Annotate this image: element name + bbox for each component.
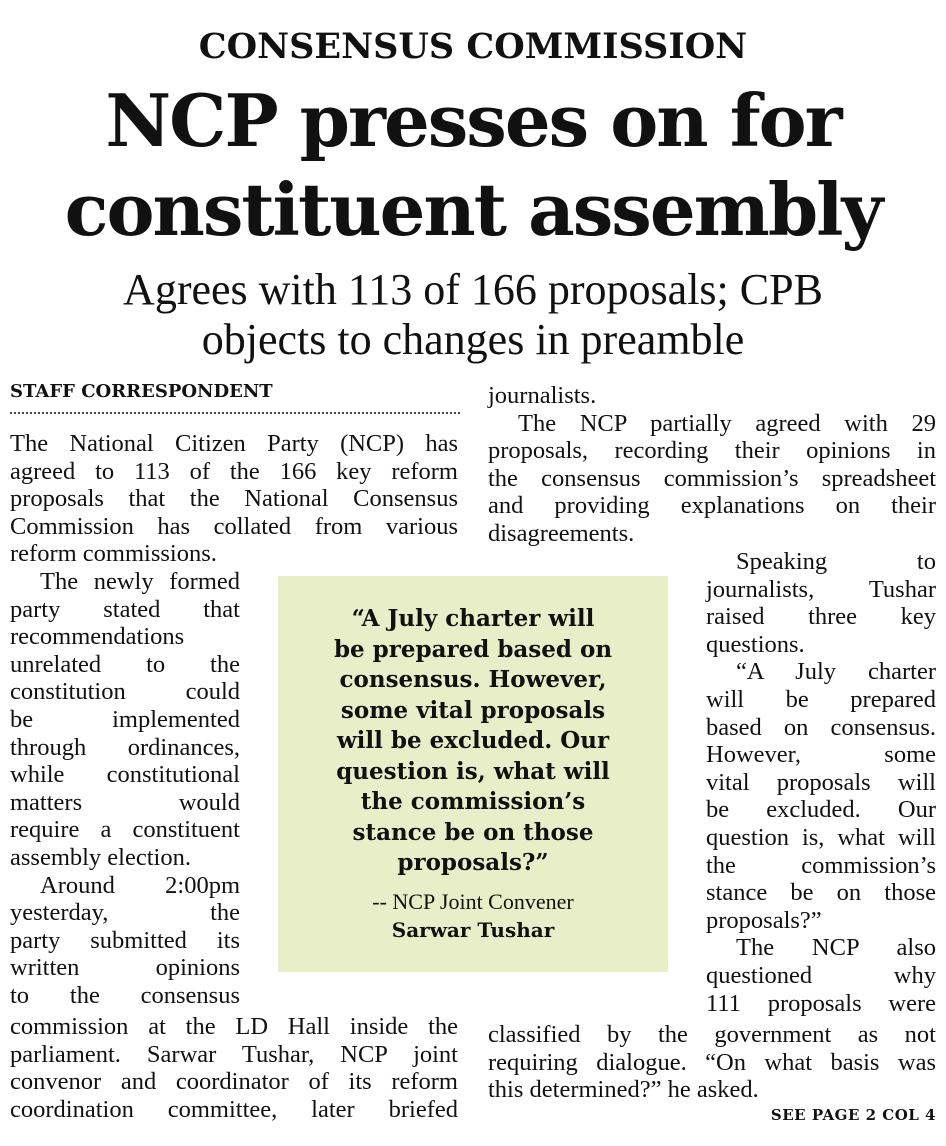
body-line: will be prepared bbox=[706, 685, 936, 713]
headline bbox=[0, 76, 946, 254]
body-line: The National Citizen Party (NCP) has bbox=[10, 430, 458, 457]
body-line: reform commissions. bbox=[10, 540, 217, 568]
pull-quote-line: question is, what will bbox=[336, 757, 610, 785]
body-line: parliament. Sarwar Tushar, NCP joint bbox=[10, 1040, 458, 1068]
col2-bottom bbox=[488, 1021, 936, 1104]
body-line: assembly election. bbox=[10, 843, 191, 871]
kicker: CONSENSUS COMMISSION bbox=[198, 26, 748, 67]
body-line: The NCP also bbox=[736, 934, 936, 962]
body-line: requiring dialogue. “On what basis was bbox=[488, 1048, 936, 1076]
pull-quote-line: proposals?” bbox=[397, 849, 549, 876]
body-line: recommendations bbox=[10, 623, 185, 651]
body-line: the commission’s bbox=[706, 851, 936, 879]
body-line: questions. bbox=[706, 630, 805, 658]
body-line: stance be on those bbox=[706, 879, 936, 907]
col2-top bbox=[488, 382, 936, 548]
deck bbox=[0, 265, 946, 365]
body-line: written opinions bbox=[10, 954, 240, 982]
body-line: this determined?” he asked. bbox=[488, 1076, 759, 1104]
body-line: 111 proposals were bbox=[706, 989, 936, 1017]
body-line: convenor and coordinator of its reform bbox=[10, 1068, 458, 1096]
byline: STAFF CORRESPONDENT bbox=[10, 378, 460, 414]
body-line: Speaking to bbox=[736, 548, 936, 575]
pull-quote-line: some vital proposals bbox=[340, 696, 606, 724]
body-line: However, some bbox=[706, 741, 936, 769]
body-line: Commission has collated from various bbox=[10, 512, 458, 540]
pull-quote-line: will be excluded. Our bbox=[336, 727, 610, 754]
body-line: journalists. bbox=[488, 382, 597, 409]
body-line: coordination committee, later briefed bbox=[10, 1095, 458, 1123]
body-line: the consensus commission’s spreadsheet bbox=[488, 464, 936, 492]
body-line: constitution could bbox=[10, 678, 240, 706]
headline-line: constituent assembly bbox=[64, 167, 882, 252]
headline-line: NCP presses on for bbox=[105, 78, 841, 163]
body-line: and providing explanations on their bbox=[488, 492, 936, 520]
body-line: yesterday, the bbox=[10, 899, 240, 927]
body-line: require a constituent bbox=[10, 816, 240, 844]
body-line: vital proposals will bbox=[706, 768, 936, 796]
pull-quote-line: be prepared based on bbox=[333, 635, 613, 663]
body-line: to the consensus bbox=[10, 981, 240, 1009]
pull-quote-line: stance be on those bbox=[352, 818, 594, 846]
body-line: be implemented bbox=[10, 705, 240, 733]
col1-narrow bbox=[10, 568, 240, 1010]
body-line: agreed to 113 of the 166 key reform bbox=[10, 457, 458, 485]
pull-quote-line: consensus. However, bbox=[339, 666, 607, 693]
body-line: raised three key bbox=[706, 603, 936, 631]
body-line: party stated that bbox=[10, 595, 240, 623]
body-line: Around 2:00pm bbox=[40, 871, 240, 899]
body-line: based on consensus. bbox=[706, 713, 936, 741]
pull-quote-attribution: -- NCP Joint Convener bbox=[372, 889, 574, 914]
body-line: party submitted its bbox=[10, 926, 240, 954]
body-line: through ordinances, bbox=[10, 733, 240, 761]
col1-top bbox=[10, 430, 458, 568]
deck-line: Agrees with 113 of 166 proposals; CPB bbox=[123, 265, 823, 314]
body-line: commission at the LD Hall inside the bbox=[10, 1013, 458, 1040]
body-line: while constitutional bbox=[10, 761, 240, 789]
body-line: proposals that the National Consensus bbox=[10, 485, 458, 513]
body-line: proposals, recording their opinions in bbox=[488, 437, 936, 465]
body-line: classified by the government as not bbox=[488, 1021, 936, 1048]
body-line: be excluded. Our bbox=[706, 796, 936, 824]
body-line: proposals?” bbox=[706, 906, 822, 934]
pull-quote-line: the commission’s bbox=[360, 788, 586, 815]
col1-bottom bbox=[10, 1013, 458, 1123]
body-line: matters would bbox=[10, 788, 240, 816]
body-line: The newly formed bbox=[40, 568, 240, 595]
body-line: unrelated to the bbox=[10, 650, 240, 678]
deck-line: objects to changes in preamble bbox=[201, 315, 745, 364]
body-line: “A July charter bbox=[736, 658, 936, 686]
pull-quote-text bbox=[290, 604, 656, 879]
body-line: disagreements. bbox=[488, 519, 635, 547]
pull-quote-name: Sarwar Tushar bbox=[391, 918, 555, 942]
jump-line: SEE PAGE 2 COL 4 bbox=[770, 1106, 936, 1124]
body-line: journalists, Tushar bbox=[706, 575, 936, 603]
body-line: questioned why bbox=[706, 961, 936, 989]
pull-quote bbox=[278, 576, 668, 972]
body-line: question is, what will bbox=[706, 823, 936, 851]
body-line: The NCP partially agreed with 29 bbox=[518, 409, 936, 437]
col2-narrow bbox=[706, 548, 936, 1017]
pull-quote-line: “A July charter will bbox=[351, 605, 595, 632]
